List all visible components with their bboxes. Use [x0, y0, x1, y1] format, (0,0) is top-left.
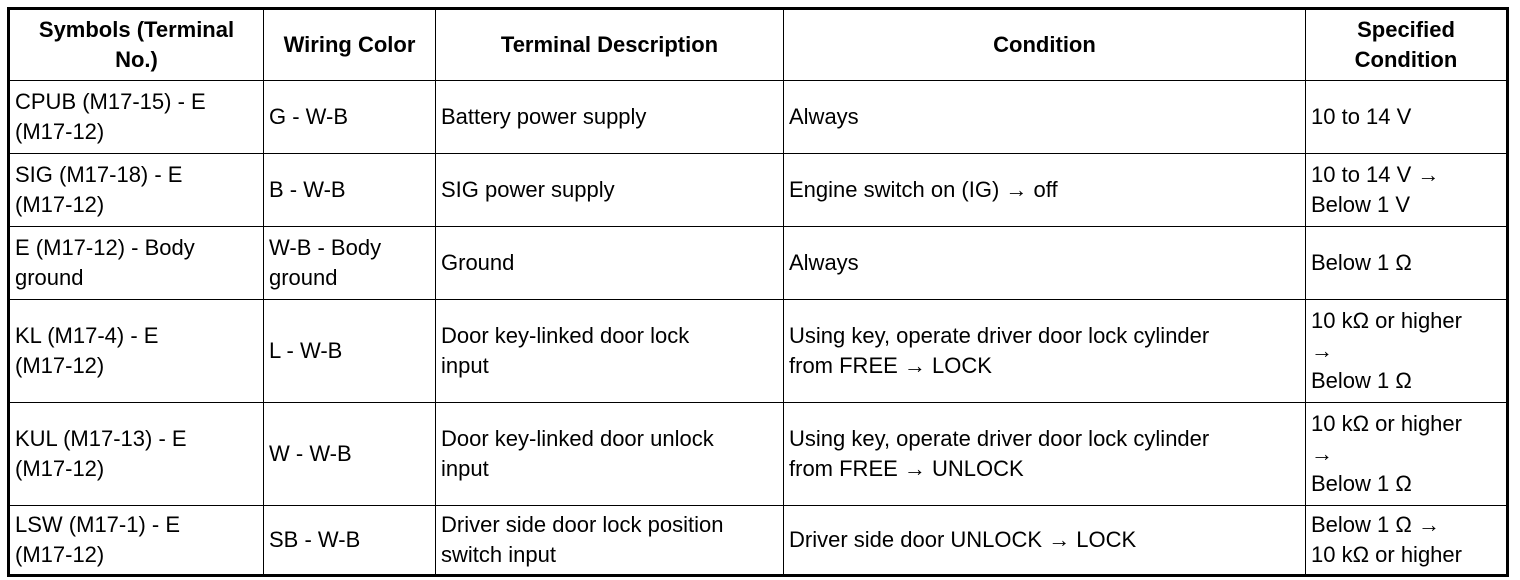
- cell-specified: Below 1 Ω: [1306, 227, 1508, 300]
- terminal-spec-table: [7, 7, 1509, 577]
- table-row: [9, 227, 1508, 300]
- table-row: [9, 403, 1508, 506]
- cell-condition: Using key, operate driver door lock cylinder from FREE → LOCK: [784, 300, 1306, 403]
- cell-description: Ground: [436, 227, 784, 300]
- cell-wiring: L - W-B: [264, 300, 436, 403]
- header-condition: Condition: [784, 9, 1306, 81]
- cell-specified: Below 1 Ω → 10 kΩ or higher: [1306, 506, 1508, 576]
- cell-specified: 10 to 14 V: [1306, 81, 1508, 154]
- cell-wiring: B - W-B: [264, 154, 436, 227]
- cell-specified: 10 to 14 V → Below 1 V: [1306, 154, 1508, 227]
- cell-symbols: KUL (M17-13) - E (M17-12): [9, 403, 264, 506]
- cell-symbols: CPUB (M17-15) - E (M17-12): [9, 81, 264, 154]
- header-symbols: Symbols (Terminal No.): [9, 9, 264, 81]
- cell-wiring: W - W-B: [264, 403, 436, 506]
- cell-condition: Always: [784, 81, 1306, 154]
- table-row: [9, 81, 1508, 154]
- cell-description: Driver side door lock position switch input: [436, 506, 784, 576]
- cell-description: Door key-linked door unlock input: [436, 403, 784, 506]
- header-specified-condition: Specified Condition: [1306, 9, 1508, 81]
- table-header-row: [9, 9, 1508, 81]
- cell-wiring: SB - W-B: [264, 506, 436, 576]
- table-row: [9, 506, 1508, 576]
- cell-description: Door key-linked door lock input: [436, 300, 784, 403]
- table-row: [9, 154, 1508, 227]
- cell-description: Battery power supply: [436, 81, 784, 154]
- cell-description: SIG power supply: [436, 154, 784, 227]
- cell-symbols: E (M17-12) - Body ground: [9, 227, 264, 300]
- cell-wiring: G - W-B: [264, 81, 436, 154]
- cell-condition: Using key, operate driver door lock cylinder from FREE → UNLOCK: [784, 403, 1306, 506]
- cell-specified: 10 kΩ or higher → Below 1 Ω: [1306, 300, 1508, 403]
- cell-condition: Always: [784, 227, 1306, 300]
- cell-symbols: SIG (M17-18) - E (M17-12): [9, 154, 264, 227]
- cell-condition: Driver side door UNLOCK → LOCK: [784, 506, 1306, 576]
- cell-symbols: LSW (M17-1) - E (M17-12): [9, 506, 264, 576]
- cell-specified: 10 kΩ or higher → Below 1 Ω: [1306, 403, 1508, 506]
- table-row: [9, 300, 1508, 403]
- cell-wiring: W-B - Body ground: [264, 227, 436, 300]
- cell-condition: Engine switch on (IG) → off: [784, 154, 1306, 227]
- cell-symbols: KL (M17-4) - E (M17-12): [9, 300, 264, 403]
- header-wiring-color: Wiring Color: [264, 9, 436, 81]
- header-terminal-description: Terminal Description: [436, 9, 784, 81]
